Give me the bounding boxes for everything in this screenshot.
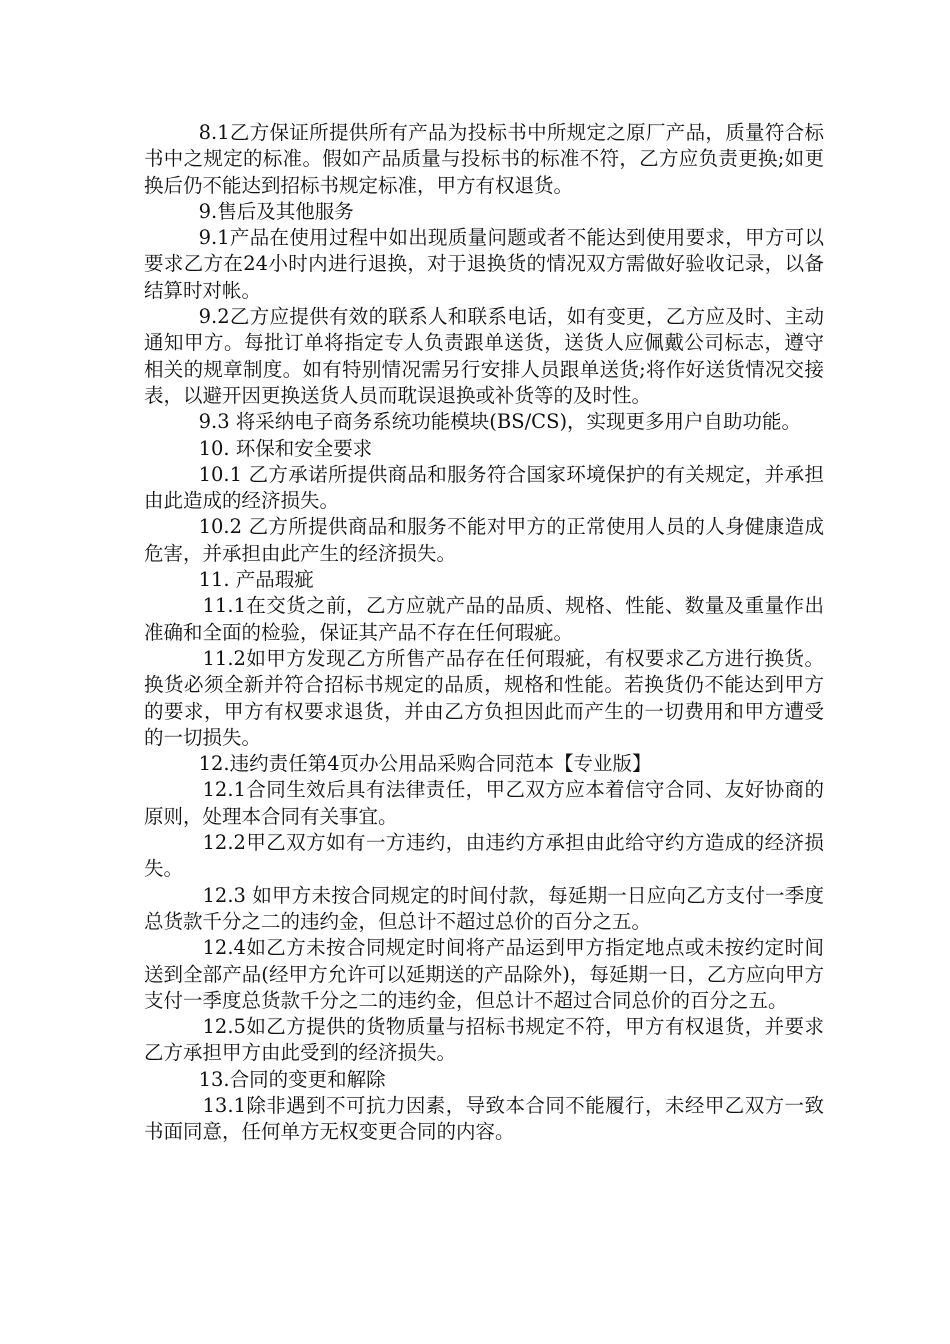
clause-8-1: 8.1乙方保证所提供所有产品为投标书中所规定之原厂产品，质量符合标书中之规定的标准。假如产品质量与投标书的标准不符，乙方应负责更换;如更换后仍不能达到招标书规定标准，甲方有权退货。 bbox=[144, 121, 824, 197]
document-body bbox=[144, 120, 824, 1146]
section-11-heading: 11. 产品瑕疵 bbox=[198, 568, 314, 592]
clause-9-3: 9.3 将采纳电子商务系统功能模块(BS/CS)，实现更多用户自助功能。 bbox=[198, 410, 802, 434]
clause-13-1: 13.1除非遇到不可抗力因素，导致本合同不能履行，未经甲乙双方一致书面同意，任何单方无权变更合同的内容。 bbox=[144, 1093, 824, 1144]
clause-12-3: 12.3 如甲方未按合同规定的时间付款，每延期一日应向乙方支付一季度总货款千分之二的违约金，但总计不超过总价的百分之五。 bbox=[144, 883, 824, 933]
clause-12-5: 12.5如乙方提供的货物质量与招标书规定不符，甲方有权退货，并要求乙方承担甲方由此受到的经济损失。 bbox=[144, 1015, 824, 1065]
clause-9-2: 9.2乙方应提供有效的联系人和联系电话，如有变更，乙方应及时、主动通知甲方。每批订单将指定专人负责跟单送货，送货人应佩戴公司标志，遵守相关的规章制度。如有特别情况需另行安排人员跟单送货;将作好送货情况交接表，以避开因更换送货人员而耽误退换或补货等的及时性。 bbox=[144, 305, 824, 407]
clause-11-1: 11.1在交货之前，乙方应就产品的品质、规格、性能、数量及重量作出准确和全面的检验，保证其产品不存在任何瑕疵。 bbox=[144, 594, 824, 644]
clause-9-1: 9.1产品在使用过程中如出现质量问题或者不能达到使用要求，甲方可以要求乙方在24小时内进行退换，对于退换货的情况双方需做好验收记录，以备结算时对帐。 bbox=[144, 226, 824, 302]
clause-12-2: 12.2甲乙双方如有一方违约，由违约方承担由此给守约方造成的经济损失。 bbox=[144, 831, 824, 881]
clause-10-1: 10.1 乙方承诺所提供商品和服务符合国家环境保护的有关规定，并承担由此造成的经济损失。 bbox=[144, 462, 824, 513]
section-13-heading: 13.合同的变更和解除 bbox=[198, 1067, 386, 1091]
clause-12-4: 12.4如乙方未按合同规定时间将产品运到甲方指定地点或未按约定时间送到全部产品(经甲方允许可以延期送的产品除外)，每延期一日，乙方应向甲方支付一季度总货款千分之二的违约金，但总计不超过合同总价的百分之五。 bbox=[144, 936, 824, 1012]
section-10-heading: 10. 环保和安全要求 bbox=[198, 436, 373, 460]
clause-11-2: 11.2如甲方发现乙方所售产品存在任何瑕疵，有权要求乙方进行换货。换货必须全新并符合招标书规定的品质，规格和性能。若换货仍不能达到甲方的要求，甲方有权要求退货，并由乙方负担因此而产生的一切费用和甲方遭受的一切损失。 bbox=[144, 646, 824, 749]
section-9-heading: 9.售后及其他服务 bbox=[198, 199, 354, 223]
section-12-heading: 12.违约责任第4页办公用品采购合同范本【专业版】 bbox=[198, 752, 652, 776]
clause-10-2: 10.2 乙方所提供商品和服务不能对甲方的正常使用人员的人身健康造成危害，并承担由此产生的经济损失。 bbox=[144, 515, 824, 565]
clause-12-1: 12.1合同生效后具有法律责任，甲乙双方应本着信守合同、友好协商的原则，处理本合同有关事宜。 bbox=[144, 778, 824, 828]
